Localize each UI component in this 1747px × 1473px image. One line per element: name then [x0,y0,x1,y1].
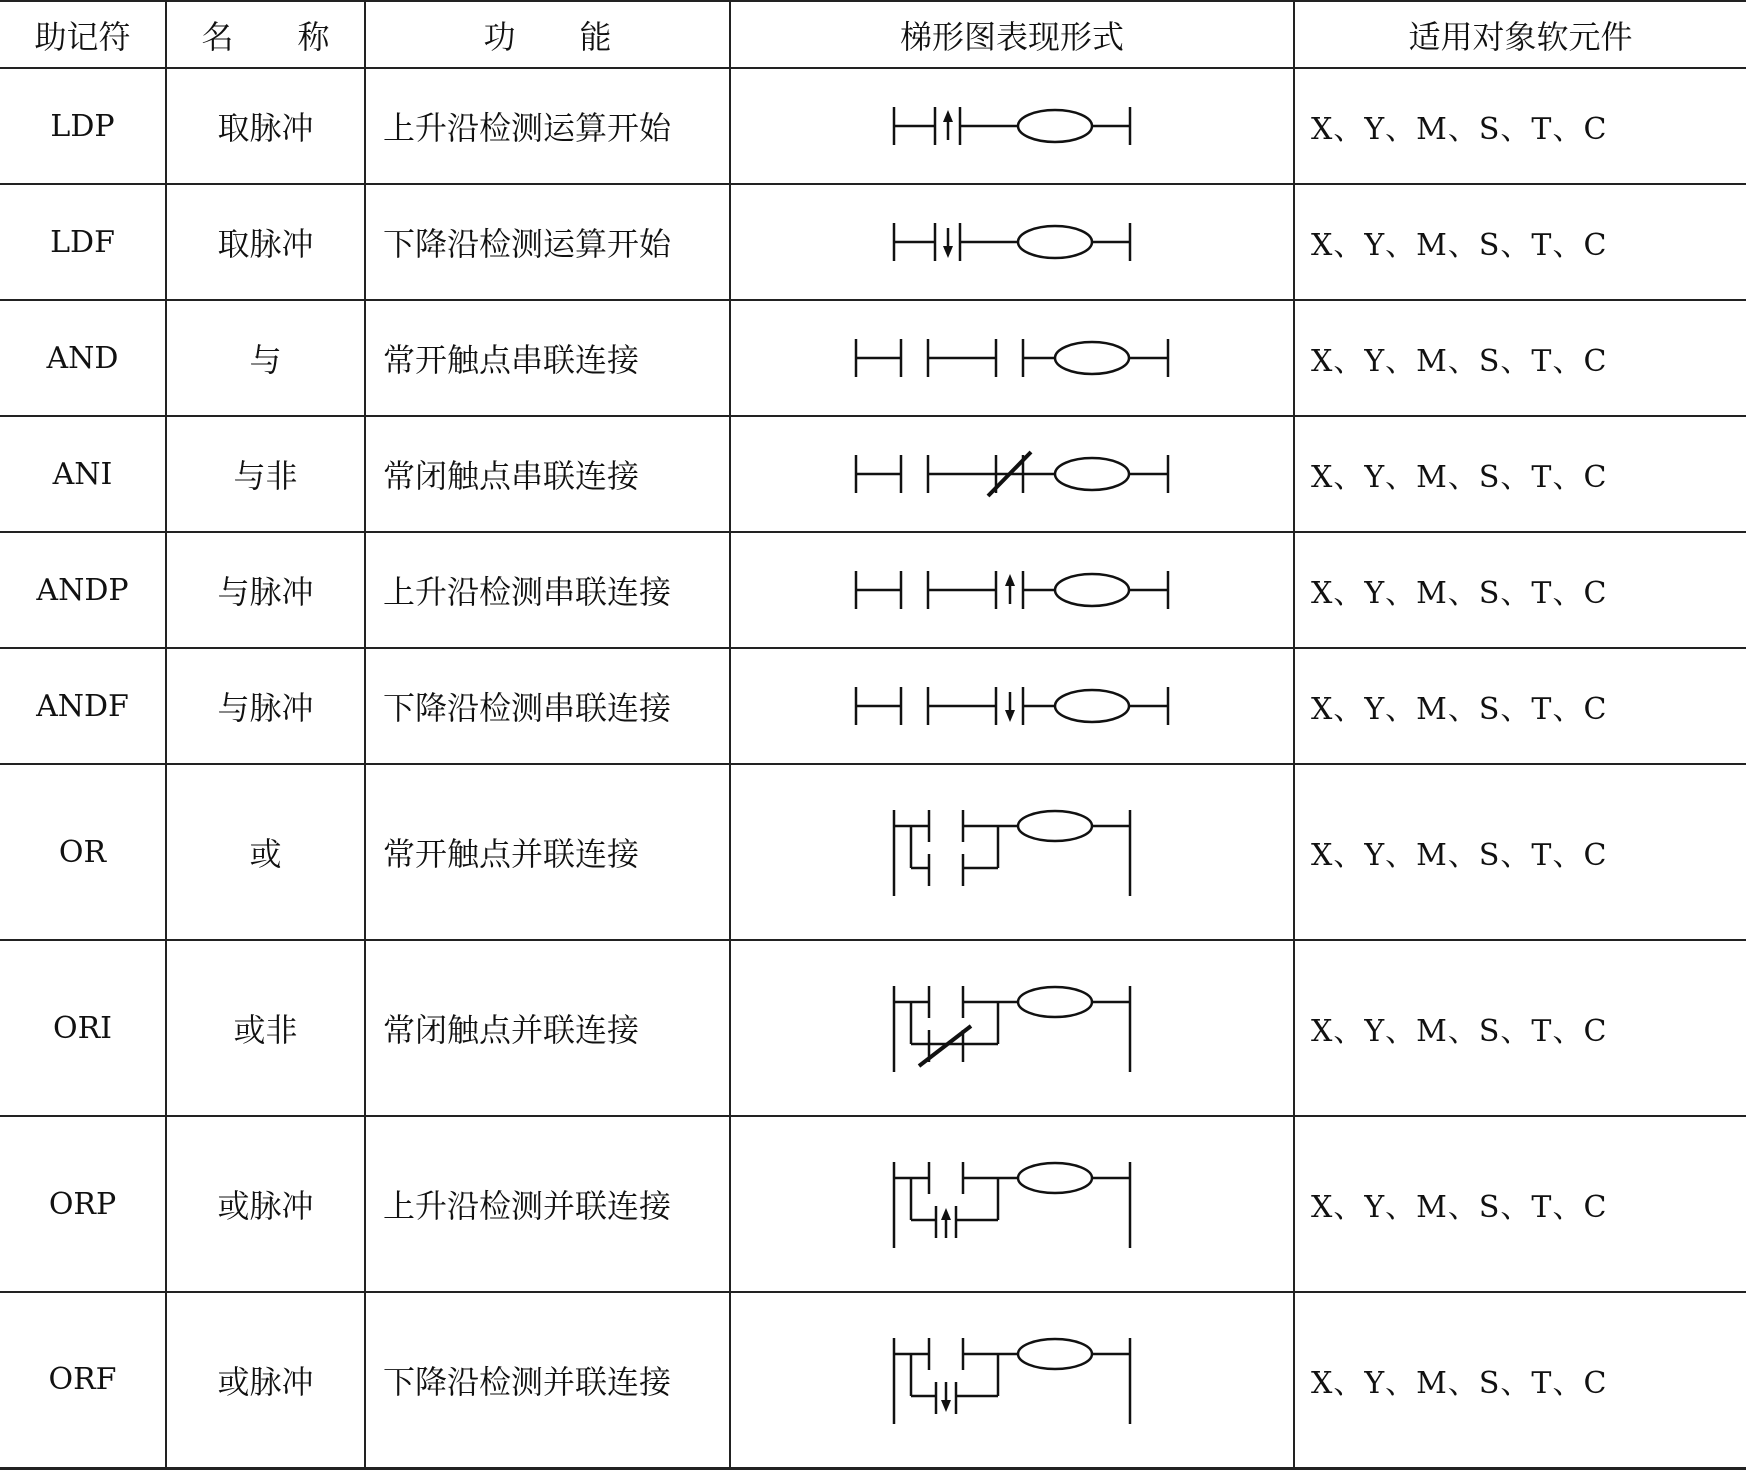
ladder-cell [730,1292,1294,1468]
objects-cell: X、Y、M、S、T、C [1294,940,1746,1116]
function-cell: 常闭触点并联连接 [365,940,730,1116]
table-row [0,416,1746,532]
mnemonic-cell: ANDP [0,532,166,648]
objects-cell: X、Y、M、S、T、C [1294,1292,1746,1468]
header-mnemonic: 助记符 [0,1,166,68]
header-row [0,1,1746,68]
table-row [0,648,1746,764]
table-row [0,532,1746,648]
mnemonic-cell: ORI [0,940,166,1116]
header-ladder: 梯形图表现形式 [730,1,1294,68]
ladder-cell [730,532,1294,648]
table-row [0,184,1746,300]
ladder-cell [730,68,1294,184]
ladder-and-diagram [731,318,1295,398]
objects-cell: X、Y、M、S、T、C [1294,416,1746,532]
table-row [0,940,1746,1116]
ladder-cell [730,648,1294,764]
name-cell: 或非 [166,940,365,1116]
table-row [0,68,1746,184]
function-cell: 下降沿检测串联连接 [365,648,730,764]
name-cell: 与脉冲 [166,532,365,648]
function-cell: 常闭触点串联连接 [365,416,730,532]
function-cell: 常开触点串联连接 [365,300,730,416]
ladder-cell [730,416,1294,532]
name-cell: 与脉冲 [166,648,365,764]
ladder-cell [730,764,1294,940]
ladder-or-diagram [731,792,1295,912]
table-row [0,1116,1746,1292]
name-cell: 或 [166,764,365,940]
function-cell: 上升沿检测串联连接 [365,532,730,648]
objects-cell: X、Y、M、S、T、C [1294,184,1746,300]
ladder-ld-falling-edge-diagram [731,202,1295,282]
function-cell: 下降沿检测运算开始 [365,184,730,300]
mnemonic-cell: AND [0,300,166,416]
header-function: 功 能 [365,1,730,68]
mnemonic-cell: ANI [0,416,166,532]
header-objects: 适用对象软元件 [1294,1,1746,68]
ladder-cell [730,940,1294,1116]
table-row [0,1292,1746,1468]
header-name: 名 称 [166,1,365,68]
ladder-cell [730,184,1294,300]
function-cell: 上升沿检测运算开始 [365,68,730,184]
ladder-orf-diagram [731,1320,1295,1440]
objects-cell: X、Y、M、S、T、C [1294,648,1746,764]
objects-cell: X、Y、M、S、T、C [1294,764,1746,940]
name-cell: 与非 [166,416,365,532]
mnemonic-cell: ORP [0,1116,166,1292]
ladder-cell [730,300,1294,416]
table-row [0,764,1746,940]
ladder-andf-diagram [731,666,1295,746]
ladder-ld-rising-edge-diagram [731,86,1295,166]
objects-cell: X、Y、M、S、T、C [1294,68,1746,184]
name-cell: 与 [166,300,365,416]
name-cell: 或脉冲 [166,1116,365,1292]
ladder-ori-diagram [731,968,1295,1088]
function-cell: 常开触点并联连接 [365,764,730,940]
ladder-orp-diagram [731,1144,1295,1264]
function-cell: 上升沿检测并联连接 [365,1116,730,1292]
objects-cell: X、Y、M、S、T、C [1294,1116,1746,1292]
mnemonic-cell: ANDF [0,648,166,764]
function-cell: 下降沿检测并联连接 [365,1292,730,1468]
ladder-ani-diagram [731,434,1295,514]
mnemonic-cell: LDP [0,68,166,184]
mnemonic-cell: OR [0,764,166,940]
ladder-andp-diagram [731,550,1295,630]
name-cell: 取脉冲 [166,68,365,184]
mnemonic-cell: ORF [0,1292,166,1468]
table-row [0,300,1746,416]
name-cell: 取脉冲 [166,184,365,300]
objects-cell: X、Y、M、S、T、C [1294,532,1746,648]
name-cell: 或脉冲 [166,1292,365,1468]
mnemonic-cell: LDF [0,184,166,300]
objects-cell: X、Y、M、S、T、C [1294,300,1746,416]
ladder-cell [730,1116,1294,1292]
